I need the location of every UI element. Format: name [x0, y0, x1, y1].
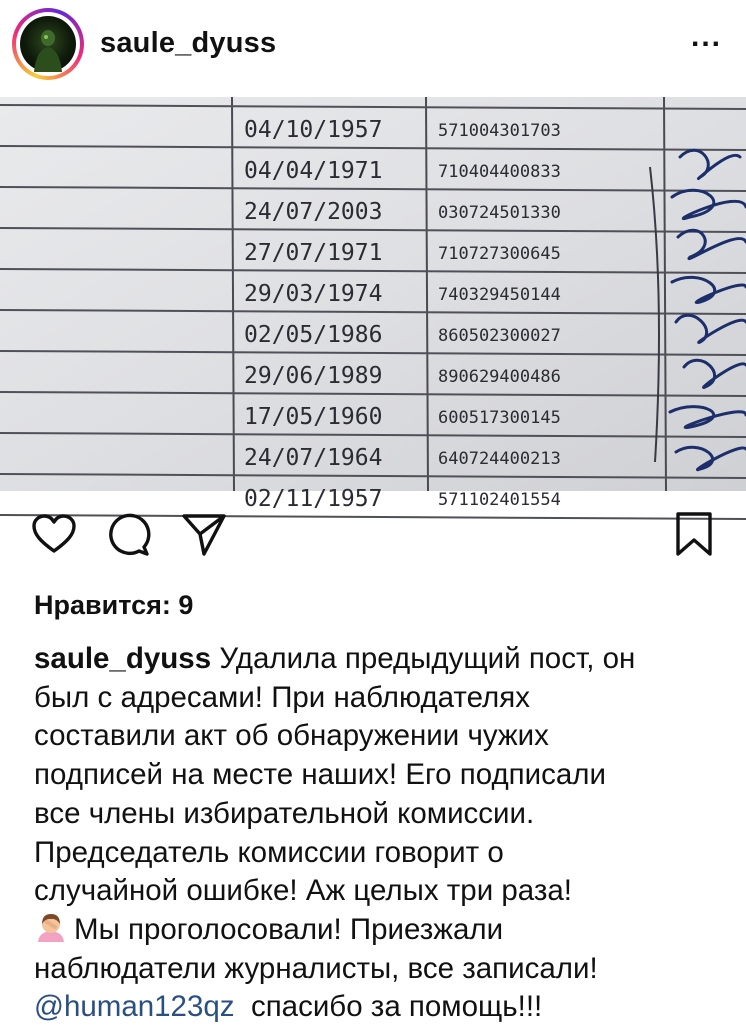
caption-text: Мы проголосовали! Приезжали [74, 912, 504, 946]
row-date: 24/07/1964 [244, 445, 383, 471]
row-code: 710727300645 [438, 244, 561, 264]
heart-icon[interactable] [30, 510, 78, 558]
row-date: 17/05/1960 [244, 404, 383, 430]
action-bar [0, 510, 746, 570]
post-photo[interactable] [0, 97, 746, 512]
caption-line: Председатель комиссии говорит о [34, 835, 504, 869]
row-code: 571004301703 [438, 121, 561, 141]
row-date: 29/03/1974 [244, 281, 383, 307]
row-code: 030724501330 [438, 203, 561, 223]
row-code: 600517300145 [438, 408, 561, 428]
post-username[interactable]: saule_dyuss [100, 27, 277, 59]
comment-icon[interactable] [104, 510, 152, 558]
row-code: 860502300027 [438, 326, 561, 346]
caption-line: составили акт об обнаружении чужих [34, 719, 549, 753]
caption-line: случайной ошибке! Аж целых три раза! [34, 874, 572, 908]
row-code: 890629400486 [438, 367, 561, 387]
post-header [0, 0, 746, 90]
row-date: 02/11/1957 [244, 486, 383, 512]
row-code: 640724400213 [438, 449, 561, 469]
caption-username[interactable]: saule_dyuss [34, 642, 212, 675]
row-date: 27/07/1971 [244, 240, 383, 266]
row-date: 24/07/2003 [244, 199, 383, 225]
avatar-figure-icon [20, 16, 76, 72]
mention-link[interactable]: @human123qz [34, 990, 235, 1024]
likes-count[interactable]: Нравится: 9 [34, 590, 194, 620]
row-date: 04/04/1971 [244, 158, 383, 184]
send-icon[interactable] [180, 510, 228, 558]
caption-line [34, 911, 724, 950]
caption-line: был с адресами! При наблюдателях [34, 680, 530, 714]
row-code: 571102401554 [438, 490, 561, 510]
row-code: 740329450144 [438, 285, 561, 305]
avatar-gap [16, 12, 80, 76]
avatar[interactable] [20, 16, 76, 72]
more-options-icon[interactable]: ... [690, 20, 722, 53]
row-code: 710404400833 [438, 162, 561, 182]
row-date: 04/10/1957 [244, 117, 383, 143]
row-date: 29/06/1989 [244, 363, 383, 389]
caption-line [34, 988, 724, 1027]
woman-facepalming-emoji [34, 912, 68, 944]
caption-line: все члены избирательной комиссии. [34, 796, 535, 830]
ballot-list-photo [0, 97, 746, 512]
caption-text: спасибо за помощь!!! [250, 990, 543, 1024]
caption-text: Удалила предыдущий пост, он [219, 642, 636, 675]
row-date: 02/05/1986 [244, 322, 383, 348]
caption-line: подписей на месте наших! Его подписали [34, 758, 606, 792]
bookmark-icon[interactable] [670, 510, 718, 558]
caption-line [34, 640, 724, 679]
caption-line: наблюдатели журналисты, все записали! [34, 951, 598, 985]
post-caption [34, 640, 724, 1027]
story-ring[interactable] [12, 8, 84, 80]
